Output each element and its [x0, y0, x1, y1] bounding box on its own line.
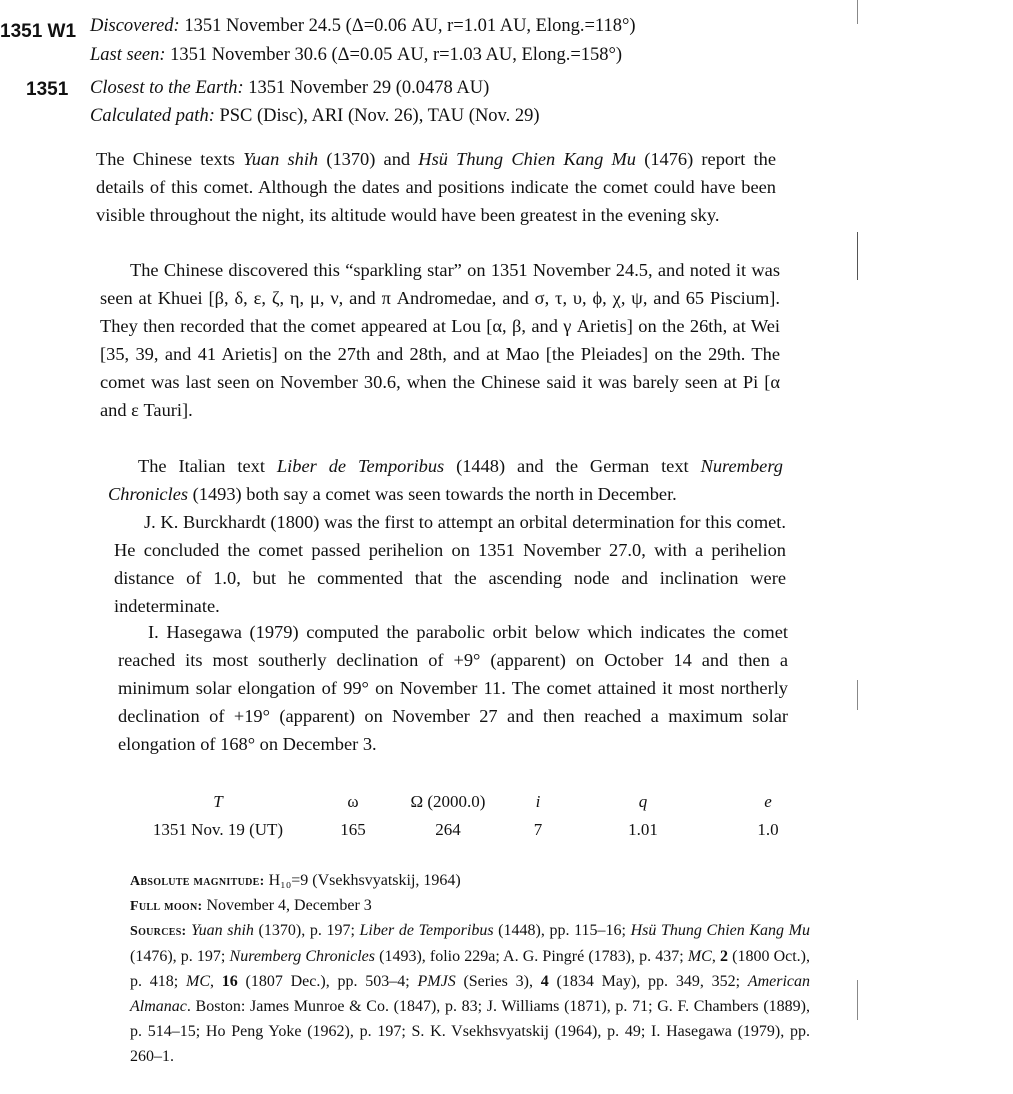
cell-q: 1.01: [628, 820, 658, 839]
source-text: (1493), folio 229a; A. G. Pingré (1783), p. 437;: [374, 948, 688, 965]
source-text: (1807 Dec.), pp. 503–4;: [237, 973, 418, 990]
orbit-table-row: [118, 816, 818, 844]
paragraph-3: [108, 452, 783, 508]
source-text: (1476), p. 197;: [130, 948, 230, 965]
orbit-table-header: [118, 788, 818, 816]
source-text: ,: [209, 973, 222, 990]
sources-text: [130, 922, 810, 1065]
source-title: MC: [687, 948, 712, 965]
absolute-magnitude-line: [130, 868, 810, 894]
scan-edge-mark: [857, 980, 858, 1020]
scan-edge-mark: [857, 0, 858, 24]
entry-year: 1351: [26, 79, 69, 100]
path-value: PSC (Disc), ARI (Nov. 26), TAU (Nov. 29): [219, 106, 540, 126]
discovered-label: Discovered:: [90, 16, 180, 36]
source-text: (1834 May), pp. 349, 352;: [548, 973, 748, 990]
absolute-magnitude-label: Absolute magnitude:: [130, 874, 265, 889]
closest-label: Closest to the Earth:: [90, 78, 244, 98]
p3-text: The Italian text: [138, 456, 277, 476]
p3-title-liber: Liber de Temporibus: [276, 456, 445, 476]
last-seen-label: Last seen:: [90, 45, 166, 65]
last-seen-line: [90, 43, 622, 67]
source-text: (1800 Oct.), p. 418;: [130, 948, 811, 990]
cell-omega: 165: [340, 820, 366, 839]
full-moon-value: November 4, December 3: [206, 897, 372, 914]
col-e: e: [764, 792, 772, 811]
paragraph-5: [118, 618, 788, 758]
source-title: MC: [185, 973, 210, 990]
col-node: Ω (2000.0): [410, 792, 486, 811]
source-volume: 4: [540, 973, 549, 990]
discovered-line: [90, 14, 636, 38]
source-text: (1448), pp. 115–16;: [493, 922, 631, 939]
p4-text: J. K. Burckhardt (1800) was the first to attempt an orbital determination for this comet. He concluded the comet passed perihelion on 1351 November 27.0, with a perihelion distance of 1.0, but he commented that the ascending node and inclination were indeterminate.: [114, 512, 786, 616]
col-omega: ω: [347, 792, 359, 811]
cell-i: 7: [533, 820, 543, 839]
source-volume: 2: [719, 948, 728, 965]
col-T: T: [213, 792, 223, 811]
orbit-table: [118, 788, 818, 844]
paragraph-2: [100, 256, 780, 424]
scan-edge-mark: [857, 232, 858, 280]
comet-designation: 1351 W1: [0, 21, 77, 42]
path-line: [90, 104, 540, 128]
paragraph-4: [114, 508, 786, 620]
closest-value: 1351 November 29 (0.0478 AU): [248, 78, 490, 98]
source-title: Nuremberg Chronicles: [229, 948, 375, 965]
p5-text: I. Hasegawa (1979) computed the parabolic orbit below which indicates the comet reached its most southerly declination of +9° (apparent) on October 14 and then a minimum solar elongation of 99° on November 11. The comet attained it most northerly declination of +19° (apparent) on November 27 and then reached a maximum solar elongation of 168° on December 3.: [118, 622, 788, 754]
cell-T: 1351 Nov. 19 (UT): [152, 820, 284, 839]
source-title: Hsü Thung Chien Kang Mu: [630, 922, 810, 939]
source-text: . Boston: James Munroe & Co. (1847), p. 83; J. Williams (1871), p. 71; G. F. Chambers (1889), p. 514–15; Ho Peng Yoke (1962), p. 197; S. K. Vsekhsvyatskij (1964), p. 49; I. Hasegawa (1979), pp. 260–1.: [130, 998, 810, 1065]
sources-block: [130, 918, 810, 1069]
source-title: Yuan shih: [191, 922, 254, 939]
full-moon-label: Full moon:: [130, 899, 203, 914]
col-i: i: [535, 792, 541, 811]
source-title: Liber de Temporibus: [359, 922, 494, 939]
scan-edge-mark: [857, 680, 858, 710]
absolute-magnitude-value: H₁₀=9 (Vsekhsvyatskij, 1964): [268, 872, 461, 889]
source-text: ,: [711, 948, 720, 965]
source-text: (Series 3),: [455, 973, 541, 990]
source-text: (1370), p. 197;: [253, 922, 360, 939]
discovered-value: 1351 November 24.5 (Δ=0.06 AU, r=1.01 AU, Elong.=118°): [184, 16, 636, 36]
last-seen-value: 1351 November 30.6 (Δ=0.05 AU, r=1.03 AU, Elong.=158°): [170, 45, 623, 65]
sources-label: Sources:: [130, 924, 187, 939]
p3-text: (1493) both say a comet was seen towards the north in December.: [188, 484, 677, 504]
cell-node: 264: [435, 820, 461, 839]
cell-e: 1.0: [757, 820, 779, 839]
path-label: Calculated path:: [90, 106, 215, 126]
p1-title-hsu-thung: Hsü Thung Chien Kang Mu: [418, 149, 636, 169]
source-volume: 16: [221, 973, 238, 990]
col-q: q: [638, 792, 648, 811]
closest-line: [90, 76, 489, 100]
paragraph-1: [96, 145, 776, 229]
full-moon-line: [130, 893, 810, 919]
p1-text: (1476) report the details of this comet. Although the dates and positions indicate the comet could have been visible throughout the night, its altitude would have been greatest in the evening sky.: [96, 149, 776, 225]
p2-text: The Chinese discovered this “sparkling star” on 1351 November 24.5, and noted it was seen at Khuei [β, δ, ε, ζ, η, μ, ν, and π Andromedae, and σ, τ, υ, ϕ, χ, ψ, and 65 Piscium]. They then recorded that the comet appeared at Lou [α, β, and γ Arietis] on the 26th, at Wei [35, 39, and 41 Arietis] on the 27th and 28th, and at Mao [the Pleiades] on the 29th. The comet was last seen on November 30.6, when the Chinese said it was barely seen at Pi [α and ε Tauri].: [100, 260, 780, 420]
source-title: American Almanac: [130, 973, 811, 1015]
p1-text: (1370) and: [318, 149, 419, 169]
p3-text: (1448) and the German text: [444, 456, 701, 476]
source-title: PMJS: [417, 973, 456, 990]
p1-title-yuan-shih: Yuan shih: [243, 149, 319, 169]
p3-title-nuremberg: Nuremberg Chronicles: [108, 456, 783, 504]
p1-text: The Chinese texts: [96, 149, 244, 169]
